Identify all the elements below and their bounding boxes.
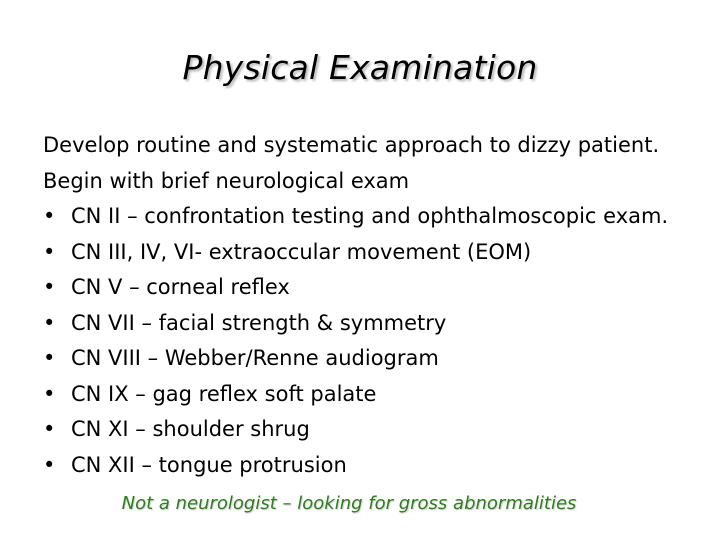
- bullet-item: [43, 412, 703, 448]
- bullet-text: CN XI – shoulder shrug: [71, 417, 310, 441]
- bullet-text: CN III, IV, VI- extraoccular movement (EOM): [71, 239, 532, 264]
- bullet-item: [43, 199, 703, 235]
- bullet-icon: •: [43, 417, 56, 441]
- bullet-text: CN VIII – Webber/Renne audiogram: [71, 346, 439, 370]
- bullet-item: [43, 270, 703, 306]
- bullet-text: CN V – corneal reflex: [71, 275, 290, 299]
- bullet-item: [43, 306, 703, 342]
- bullet-item: [43, 377, 703, 413]
- intro-line: Develop routine and systematic approach to dizzy patient.: [43, 133, 660, 157]
- intro-line: Begin with brief neurological exam: [43, 168, 410, 193]
- bullet-item: [43, 235, 703, 271]
- bullet-text: CN VII – facial strength & symmetry: [71, 310, 447, 335]
- bullet-icon: •: [43, 310, 56, 335]
- slide-body: [43, 128, 703, 483]
- bullet-item: [43, 341, 703, 377]
- bullet-icon: •: [43, 239, 56, 264]
- bullet-icon: •: [43, 452, 56, 477]
- bullet-text: CN XII – tongue protrusion: [71, 452, 347, 477]
- bullet-text: CN II – confrontation testing and ophthalmoscopic exam.: [71, 204, 669, 228]
- bullet-icon: •: [43, 381, 56, 406]
- slide-title: Physical Examination: [182, 48, 538, 87]
- bullet-icon: •: [43, 275, 56, 299]
- bullet-list: [43, 199, 703, 483]
- bullet-icon: •: [43, 346, 56, 370]
- bullet-icon: •: [43, 204, 56, 228]
- bullet-text: CN IX – gag reflex soft palate: [71, 381, 377, 406]
- bullet-item: [43, 448, 703, 484]
- footer-note: Not a neurologist – looking for gross abnormalities: [121, 493, 577, 514]
